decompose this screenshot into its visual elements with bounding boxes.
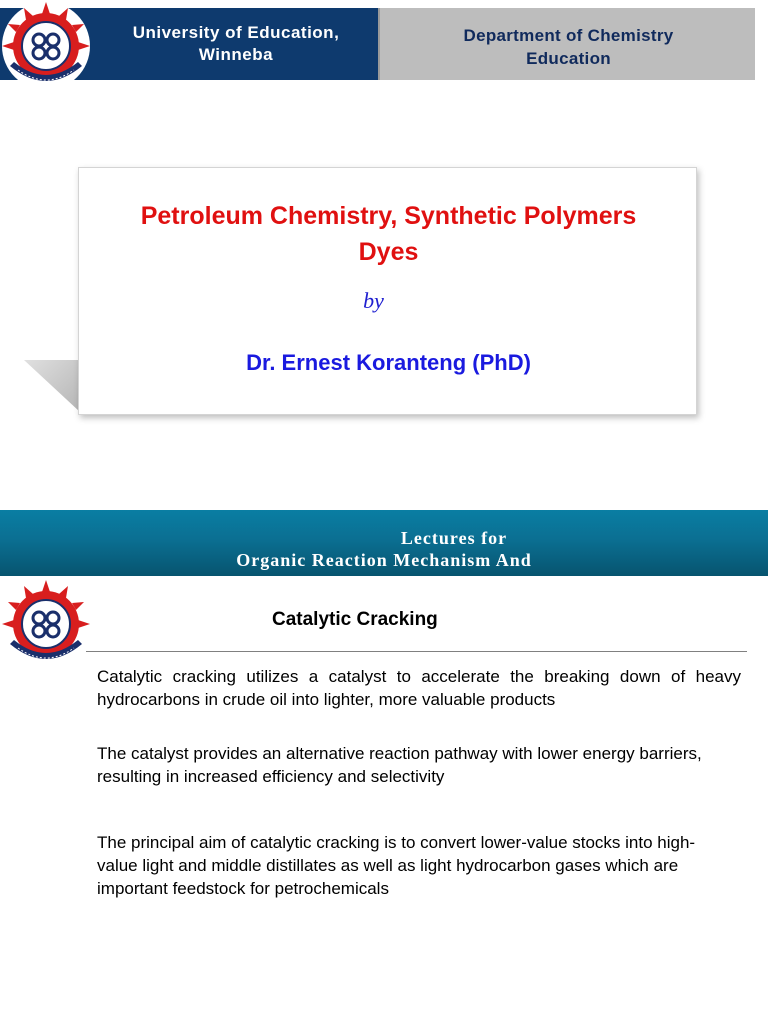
- content-slide: [0, 576, 768, 1024]
- lecture-line-2: Organic Reaction Mechanism And: [236, 550, 532, 570]
- paragraph-1: Catalytic cracking utilizes a catalyst to accelerate the breaking down of heavy hydrocarbons in crude oil into lighter, more valuable products: [97, 667, 741, 709]
- author-name: Dr. Ernest Koranteng (PhD): [246, 350, 531, 375]
- heading-divider: [86, 651, 747, 652]
- university-logo-icon: [0, 0, 92, 92]
- by-label: by: [363, 288, 384, 313]
- title-box-shadow: [24, 360, 80, 412]
- title-box: [78, 167, 697, 415]
- presentation-title: Petroleum Chemistry, Synthetic Polymers Dyes: [140, 202, 637, 266]
- department-banner: [378, 8, 755, 80]
- university-logo-icon: [0, 578, 92, 670]
- lecture-line-1: Lectures for: [400, 528, 508, 548]
- slide-heading: Catalytic Cracking: [272, 609, 438, 630]
- paragraph-3: The principal aim of catalytic cracking is to convert lower-value stocks into high-value light and middle distillates as well as light hydrocarbon gases which are important feedstock for petrochemicals: [97, 833, 696, 898]
- paragraph-2: The catalyst provides an alternative reaction pathway with lower energy barriers, resulting in increased efficiency and selectivity: [97, 744, 702, 786]
- department-name: Department of Chemistry Education: [463, 26, 674, 68]
- lecture-banner: [0, 510, 768, 576]
- university-name: University of Education, Winneba: [132, 23, 340, 64]
